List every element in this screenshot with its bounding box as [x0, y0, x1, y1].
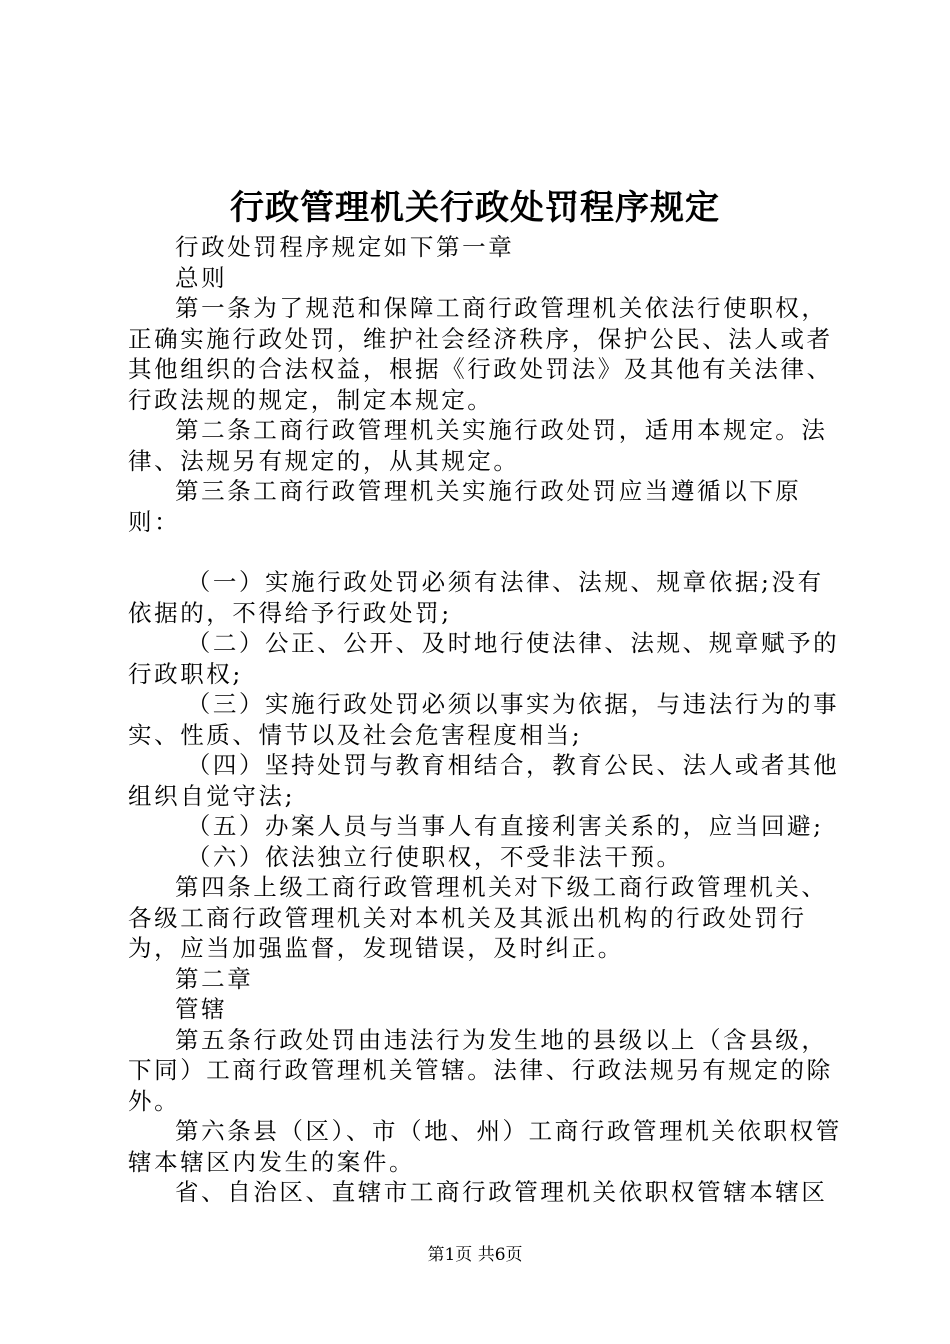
article-6-continued: 省、自治区、直辖市工商行政管理机关依职权管辖本辖区 — [175, 1178, 828, 1206]
document-title: 行政管理机关行政处罚程序规定 — [230, 188, 720, 228]
article-2: 第二条工商行政管理机关实施行政处罚，适用本规定。法律、法规另有规定的，从其规定。 — [128, 416, 828, 475]
chapter-1-heading: 总则 — [175, 263, 228, 292]
principle-4: （四）坚持处罚与教育相结合，教育公民、法人或者其他组织自觉守法; — [128, 751, 840, 810]
document-body — [128, 232, 844, 1208]
principle-6: （六）依法独立行使职权，不受非法干预。 — [186, 842, 683, 871]
article-5: 第五条行政处罚由违法行为发生地的县级以上（含县级，下同）工商行政管理机关管辖。法律、行政法规另有规定的除外。 — [128, 1025, 833, 1115]
article-4: 第四条上级工商行政管理机关对下级工商行政管理机关、各级工商行政管理机关对本机关及其派出机构的行政处罚行为，应当加强监督，发现错误，及时纠正。 — [128, 873, 828, 962]
page-number: 第1页 共6页 — [427, 1245, 523, 1265]
principle-3: （三）实施行政处罚必须以事实为依据，与违法行为的事实、性质、情节以及社会危害程度相当; — [128, 690, 840, 749]
chapter-2-label: 第二章 — [175, 964, 254, 993]
article-1: 第一条为了规范和保障工商行政管理机关依法行使职权，正确实施行政处罚，维护社会经济秩序，保护公民、法人或者其他组织的合法权益，根据《行政处罚法》及其他有关法律、行政法规的规定，制定本规定。 — [128, 294, 833, 414]
chapter-2-heading: 管辖 — [175, 995, 228, 1023]
principle-1: （一）实施行政处罚必须有法律、法规、规章依据;没有依据的，不得给予行政处罚; — [128, 568, 824, 627]
article-3: 第三条工商行政管理机关实施行政处罚应当遵循以下原则： — [128, 477, 802, 536]
paragraph-intro: 行政处罚程序规定如下第一章 — [175, 233, 515, 261]
article-6: 第六条县（区）、市（地、州）工商行政管理机关依职权管辖本辖区内发生的案件。 — [128, 1117, 842, 1176]
principle-5: （五）办案人员与当事人有直接利害关系的，应当回避; — [186, 812, 824, 840]
principle-2: （二）公正、公开、及时地行使法律、法规、规章赋予的行政职权; — [128, 629, 840, 688]
